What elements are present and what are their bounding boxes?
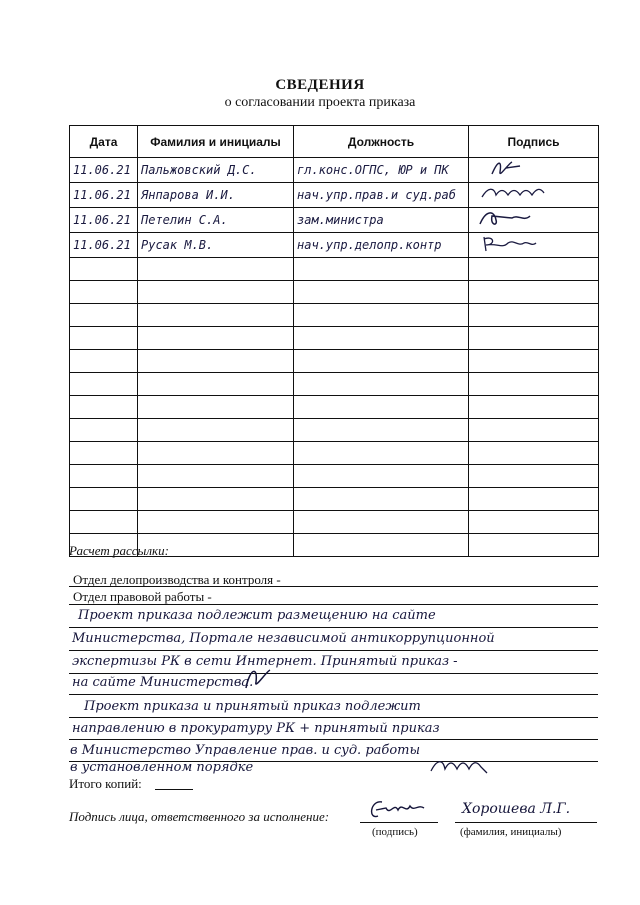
- table-row: [70, 281, 599, 304]
- table-row: [70, 350, 599, 373]
- distribution-label: Расчет рассылки:: [69, 543, 169, 558]
- handwritten-note-line: Проект приказа и принятый приказ подлежит: [84, 699, 421, 714]
- row-signature: [469, 158, 599, 183]
- approval-table: [69, 125, 599, 557]
- handwritten-note-line: Проект приказа подлежит размещению на сайте: [78, 608, 436, 623]
- divider: [69, 604, 598, 605]
- table-row: [70, 208, 599, 233]
- divider: [69, 627, 598, 628]
- handwritten-signature: [425, 755, 495, 779]
- handwritten-signature: [240, 664, 280, 694]
- row-name: Янпарова И.И.: [138, 183, 294, 208]
- row-date: 11.06.21: [70, 233, 138, 258]
- handwritten-note-line: направлению в прокуратуру РК + принятый приказ: [72, 721, 440, 736]
- divider: [69, 739, 598, 740]
- table-row: [70, 373, 599, 396]
- row-name: Петелин С.А.: [138, 208, 294, 233]
- divider: [69, 694, 598, 695]
- responsible-label: Подпись лица, ответственного за исполнение:: [69, 809, 330, 824]
- divider: [69, 586, 598, 587]
- row-date: 11.06.21: [70, 208, 138, 233]
- divider: [69, 673, 598, 674]
- copies-label: Итого копий:: [69, 776, 142, 791]
- row-signature: [469, 183, 599, 208]
- handwritten-signature: [472, 208, 552, 228]
- table-row: [70, 304, 599, 327]
- header-position: Должность: [294, 126, 469, 158]
- handwritten-note-line: Министерства, Портале независимой антикоррупционной: [72, 631, 495, 646]
- table-row: [70, 488, 599, 511]
- table-row: [70, 419, 599, 442]
- name-line: [455, 822, 597, 823]
- row-position: нач.упр.делопр.контр: [294, 233, 469, 258]
- row-name: Пальжовский Д.С.: [138, 158, 294, 183]
- table-header-row: [70, 126, 599, 158]
- row-position: нач.упр.прав.и суд.раб: [294, 183, 469, 208]
- handwritten-note-line: в Министерство Управление прав. и суд. работы: [70, 743, 421, 758]
- row-date: 11.06.21: [70, 158, 138, 183]
- row-signature: [469, 233, 599, 258]
- table-row: [70, 258, 599, 281]
- row-signature: [469, 208, 599, 233]
- handwritten-signature: [472, 233, 552, 253]
- handwritten-note-line: в установленном порядке: [70, 760, 254, 775]
- header-date: Дата: [70, 126, 138, 158]
- distribution-line-docs: Отдел делопроизводства и контроля -: [73, 572, 281, 587]
- document-title: СВЕДЕНИЯ: [275, 77, 365, 93]
- table-row: [70, 158, 599, 183]
- handwritten-note-line: на сайте Министерства.: [72, 675, 254, 690]
- row-date: 11.06.21: [70, 183, 138, 208]
- table-row: [70, 465, 599, 488]
- header-signature: Подпись: [469, 126, 599, 158]
- caption-signature: (подпись): [372, 826, 418, 838]
- divider: [69, 650, 598, 651]
- distribution-line-legal: Отдел правовой работы -: [73, 589, 212, 604]
- table-row: [70, 183, 599, 208]
- handwritten-note-line: экспертизы РК в сети Интернет. Принятый приказ -: [72, 654, 458, 669]
- row-position: гл.конс.ОГПС, ЮР и ПК: [294, 158, 469, 183]
- row-name: Русак М.В.: [138, 233, 294, 258]
- handwritten-signature: [362, 796, 442, 824]
- header-name: Фамилия и инициалы: [138, 126, 294, 158]
- table-row: [70, 396, 599, 419]
- divider: [69, 717, 598, 718]
- row-position: зам.министра: [294, 208, 469, 233]
- table-row: [70, 442, 599, 465]
- table-row: [70, 233, 599, 258]
- caption-name: (фамилия, инициалы): [460, 826, 562, 838]
- copies-blank: [155, 789, 193, 790]
- handwritten-signature: [472, 158, 542, 178]
- document-subtitle: о согласовании проекта приказа: [224, 95, 416, 110]
- table-row: [70, 327, 599, 350]
- table-row: [70, 511, 599, 534]
- handwritten-signature: [472, 183, 562, 203]
- responsible-name: Хорошева Л.Г.: [462, 801, 571, 817]
